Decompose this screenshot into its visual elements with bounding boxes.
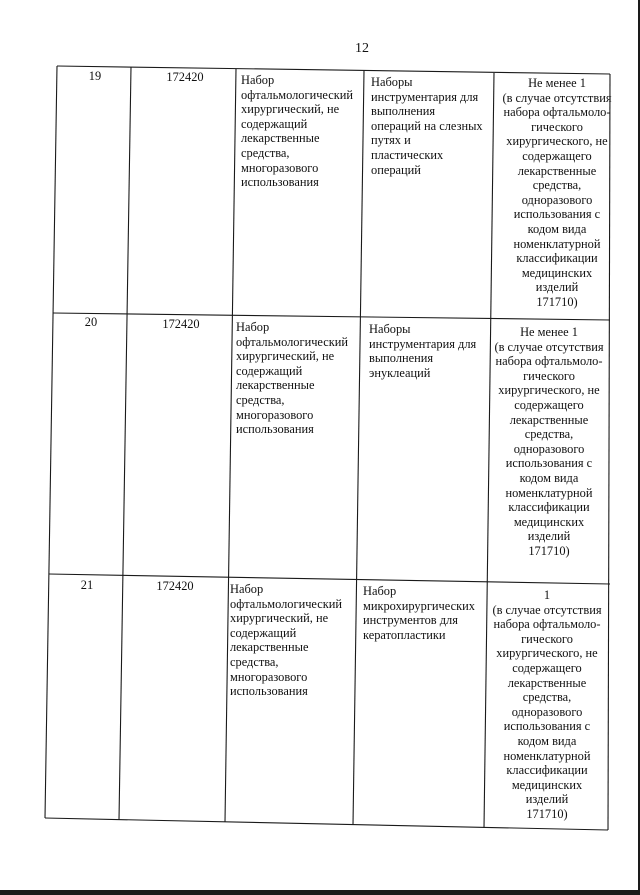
table-row-19-purpose: Наборы инструментария для выполнения операций на слезных путях и пластических операций bbox=[371, 75, 483, 177]
table-row-20-number: 20 bbox=[84, 315, 98, 329]
table-row-21-name: Набор офтальмологический хирургический, не содержащий лекарственные средства, многоразового использования bbox=[230, 582, 343, 699]
table-row-19-code: 172420 bbox=[166, 70, 204, 84]
page-number: 12 bbox=[355, 41, 369, 56]
table-row-20-code: 172420 bbox=[162, 317, 200, 331]
table-row-19-name: Набор офтальмологический хирургический, не содержащий лекарственные средства, многоразового использования bbox=[241, 73, 354, 190]
table-row-19-number: 19 bbox=[88, 69, 102, 83]
table-row-21-purpose: Набор микрохирургических инструментов для кератопластики bbox=[363, 584, 475, 642]
scan-edge-bottom bbox=[0, 890, 640, 895]
column-line-2 bbox=[225, 69, 236, 822]
table-row-21-quantity: 1 (в случае отсутствия набора офтальмоло- гического хирургического, не содержащего лекарственные средства, одноразового использования с кодом вида номенклатурной классификации медицинских изделий 171710) bbox=[492, 588, 602, 821]
column-line-1 bbox=[119, 67, 131, 820]
table-row-19-quantity: Не менее 1 (в случае отсутствия набора офтальмоло- гического хирургического, не содержащего лекарственные средства, одноразового использования с кодом вида номенклатурной классификации медицинских изделий 171710) bbox=[502, 76, 612, 309]
table-row-21-number: 21 bbox=[80, 578, 94, 592]
table-row-20-name: Набор офтальмологический хирургический, не содержащий лекарственные средства, многоразового использования bbox=[236, 320, 349, 437]
table-row-20-quantity: Не менее 1 (в случае отсутствия набора офтальмоло- гического хирургического, не содержащего лекарственные средства, одноразового использования с кодом вида номенклатурной классификации медицинских изделий 171710) bbox=[494, 325, 604, 558]
column-line-left bbox=[45, 66, 57, 818]
table-row-21-code: 172420 bbox=[156, 579, 194, 593]
table-row-20-purpose: Наборы инструментария для выполнения энуклеаций bbox=[369, 322, 477, 380]
